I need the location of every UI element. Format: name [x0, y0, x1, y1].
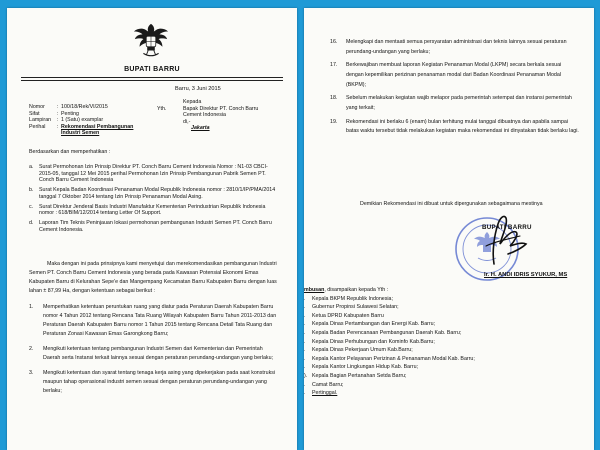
list-item	[330, 94, 580, 113]
list-item	[330, 61, 580, 90]
list-item	[304, 372, 584, 381]
list-item	[29, 187, 281, 200]
item-label: 17.	[330, 62, 338, 69]
item-text: Pertinggal.	[312, 390, 338, 397]
meta-value: 100/18/Rek/VI/2015	[61, 104, 108, 110]
item-text: Kepala Badan Perencanaan Pembangunan Daerah Kab. Barru;	[312, 329, 462, 336]
meta-key	[29, 130, 57, 137]
item-label: .	[304, 364, 306, 371]
list-item	[330, 38, 580, 57]
item-label: .	[304, 390, 306, 397]
list-item	[304, 320, 584, 329]
item-label: b.	[29, 187, 34, 194]
consideration-list	[29, 164, 281, 237]
list-item	[29, 345, 281, 363]
list-item	[29, 303, 281, 339]
list-item	[304, 389, 584, 398]
cc-heading-rest: , disampaikan kepada Yth :	[324, 287, 389, 293]
meta-value: 1 (Satu) examplar	[61, 117, 104, 124]
list-item	[29, 204, 281, 217]
carbon-copy-list	[304, 286, 584, 398]
meta-separator: :	[57, 117, 59, 124]
list-item	[304, 381, 584, 390]
address-yth: Yth.	[157, 105, 167, 112]
list-item	[29, 164, 281, 184]
letter-page-1	[7, 8, 297, 450]
item-text: Surat Kepala Badan Koordinasi Penanaman Modal Republik Indonesia nomor : 2810/1/IP/PMA/2014 tanggal 7 Oktober 2014 tentang Izin Prinsip Penanaman Modal Asing.	[39, 187, 276, 200]
item-text: Kepala Bagian Pertanahan Setda Barru;	[312, 372, 407, 379]
list-item	[330, 118, 580, 137]
item-text: Sebelum melakukan kegiatan wajib melapor pada pemerintah setempat dan instansi pemerintah yang terkait;	[346, 95, 572, 111]
intro-text: Berdasarkan dan memperhatikan :	[29, 149, 111, 155]
item-text: Melengkapi dan mentaati semua persyaratan administrasi dan teknis lainnya sesuai peraturan perundang-undangan yang berlaku;	[346, 39, 567, 55]
item-text: Kepala Kantor Lingkungan Hidup Kab. Barru;	[312, 364, 419, 371]
letter-page-2	[304, 8, 594, 450]
item-label: d.	[29, 220, 34, 227]
meta-separator: :	[57, 110, 59, 117]
item-text: Ketua DPRD Kabupaten Barru	[312, 312, 384, 319]
subject-line: Industri Semen	[61, 130, 100, 137]
item-label: 16.	[330, 39, 338, 45]
letter-date: Barru, 3 Juni 2015	[175, 86, 221, 92]
item-label: 3.	[29, 369, 34, 376]
meta-key: Sifat	[29, 110, 40, 117]
item-text: Laporan Tim Teknis Peninjauan lokasi permohonan pembangunan Industri Semen PT. Conch Barru Cement Indonesia.	[39, 220, 272, 233]
closing-statement: Demikian Rekomendasi ini dibuat untuk dipergunakan sebagaimana mestinya	[360, 201, 543, 207]
garuda-emblem-icon	[132, 20, 170, 62]
meta-row-nomor	[29, 104, 133, 111]
item-label: .	[304, 355, 306, 362]
conditions-list-continued	[330, 38, 580, 141]
list-item	[304, 346, 584, 355]
item-label: 19.	[330, 118, 338, 125]
cc-heading	[304, 286, 584, 295]
item-label: .	[304, 295, 306, 302]
list-item	[304, 355, 584, 364]
meta-row-lampiran	[29, 117, 133, 124]
item-text: Kepala Dinas Pertambangan dan Energi Kab. Barru;	[312, 321, 436, 328]
meta-key: Perihal	[29, 123, 46, 130]
item-text: Memperhatikan ketentuan peruntukan ruang yang diatur pada Peraturan Daerah Kabupaten Barru nomor 4 Tahun 2012 tentang Rencana Tata Ruang Wilayah Kabupaten Barru Tahun 2011-2013 dan Peraturan Daerah Kabupaten Barru nomor 1 Tahun 2015 tentang Rencana Detail Tata Ruang dan Peraturan Zonasi Kawasan Emas Garongkong Barru;	[43, 304, 277, 338]
item-label: .	[304, 329, 306, 336]
address-row	[157, 106, 258, 132]
meta-row-perihal-cont	[29, 130, 133, 137]
item-label: .	[304, 321, 306, 328]
letterhead-divider-thin	[21, 80, 283, 81]
item-label: a.	[29, 164, 34, 170]
list-item	[304, 329, 584, 338]
meta-row-sifat	[29, 111, 133, 118]
subject-line: Rekomendasi Pembangunan	[61, 123, 134, 130]
item-label: .	[304, 338, 306, 345]
item-text: Kepala BKPM Republik Indonesia;	[312, 295, 393, 302]
item-text: Surat Permohonan Izin Prinsip Direktur PT. Conch Barru Cement Indonesia Nomor : N1-03 CBCI-2015-05, tanggal 12 Mei 2015 perihal Permohonan Izin Prinsip Pembangunan Pabrik Semen PT. Conch Barru Cement Indonesia	[39, 164, 268, 184]
signer-name: Ir. H. ANDI IDRIS SYUKUR, MS	[484, 272, 568, 278]
list-item	[29, 220, 281, 233]
address-line: di,-	[183, 118, 191, 125]
item-label: 18.	[330, 95, 338, 102]
list-item	[304, 338, 584, 347]
recipient-address	[157, 99, 258, 132]
meta-key: Lampiran	[29, 117, 52, 124]
address-city: Jakarta	[191, 125, 210, 132]
item-text: Kepala Dinas Perhubungan dan Kominfo Kab.Barru;	[312, 338, 435, 345]
address-line: Bapak Direktur PT. Conch Barru	[183, 105, 259, 112]
meta-key: Nomor	[29, 104, 45, 110]
regent-title: BUPATI BARRU	[124, 66, 180, 73]
meta-value: Penting	[61, 110, 79, 117]
letterhead-divider	[21, 77, 283, 78]
item-text: Kepala Dinas Pekerjaan Umum Kab.Barru;	[312, 347, 413, 354]
recommendation-paragraph: Maka dengan ini pada prinsipnya kami menyetujui dan merekomendasikan pembangunan Industri Semen PT. Conch Barru Cement Indonesia yang berada pada Kawasan Potensial Ekonomi Emas Kabupaten Barru di Kelurahan Sepe'e dan Mangempang Kecamatan Barru Kabupaten Barru dengan luas lahan ± 87,99 Ha, dengan ketentuan sebagai berikut :	[29, 261, 277, 294]
letter-meta	[29, 104, 133, 137]
item-text: Mengikuti ketentuan dan syarat tentang tenaga kerja asing yang dipekerjakan pada saat konstruksi maupun tahap operasional industri semen sesuai dengan peraturan perundang-undangan yang berlaku;	[43, 369, 276, 394]
list-item	[304, 312, 584, 321]
item-label: 1.	[29, 304, 34, 310]
item-text: Camat Barru;	[312, 381, 344, 388]
meta-separator: :	[57, 104, 59, 110]
item-label: .	[304, 312, 306, 319]
item-text: Berkewajiban membuat laporan Kegiatan Penanaman Modal (LKPM) secara berkala sesuai dengan kepemilikan perizinan penanaman modal dari Badan Koordinasi Penanaman Modal (BKPM);	[346, 62, 562, 88]
list-item	[304, 295, 584, 304]
item-label: c.	[29, 203, 34, 210]
item-label: .	[304, 304, 306, 311]
address-lines	[183, 106, 258, 132]
conditions-list	[29, 303, 281, 401]
address-spacer	[157, 99, 183, 106]
handwritten-signature-icon	[464, 206, 544, 268]
list-item	[304, 363, 584, 372]
list-item	[304, 303, 584, 312]
address-row	[157, 99, 258, 106]
address-kepada: Kepada	[183, 99, 202, 105]
item-label: 2.	[29, 345, 34, 352]
address-line: Cement Indonesia	[183, 112, 226, 119]
cc-heading-word: mbusan	[304, 287, 325, 293]
meta-separator: :	[57, 123, 59, 130]
item-label: ).	[304, 372, 308, 379]
signer-title: BUPATI BARRU	[482, 224, 532, 231]
item-text: Rekomendasi ini berlaku 6 (enam) bulan terhitung mulai tanggal dibuatnya dan apabila sampai batas waktu tersebut tidak melakukan kegiatan maka rekomendasi ini dinyatakan tidak berlaku lagi.	[346, 118, 579, 135]
list-item	[29, 369, 281, 396]
item-text: Gubernur Propinsi Sulawesi Selatan;	[312, 304, 399, 311]
meta-row-perihal	[29, 124, 133, 131]
item-label: .	[304, 381, 306, 388]
item-label: .	[304, 347, 306, 354]
item-text: Kepala Kantor Pelayanan Perizinan & Penanaman Modal Kab. Barru;	[312, 355, 475, 362]
item-text: Surat Direktur Jenderal Basis Industri Manufaktur Kementerian Perindustrian Republik Indonesia nomor : 618/BIM/12/2014 tentang Letter Of Support.	[39, 203, 266, 217]
item-text: Mengikuti ketentuan tentang pembangunan Industri Semen dari Kementerian dan Pemerintah Daerah serta Instansi terkait lainnya sesuai dengan peraturan perundang-undangan yang berlaku;	[43, 345, 273, 361]
